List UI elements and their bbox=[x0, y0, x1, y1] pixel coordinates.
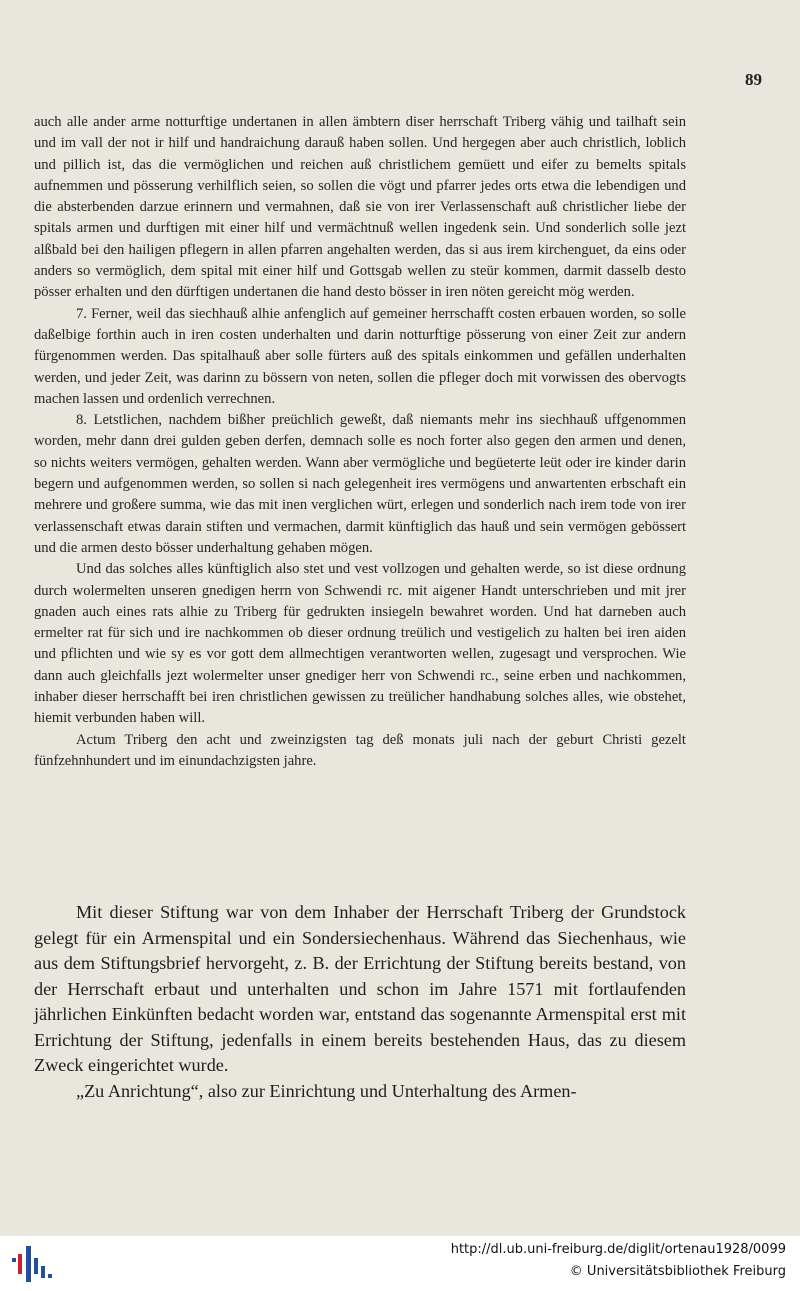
quote-paragraph-4: Und das solches alles künftiglich also stet und vest vollzogen und gehalten werde, so ist diese ordnung durch wolermelten unseren gnedigen herrn von Schwendi rc. mit aigener Handt unterschrieben und mit jrer gnaden auch eines rats alhie zu Triberg für gedrukten insiegeln bewahret worden. Und hat darneben auch ermelter rat für sich und ire nachkommen ob dieser ordnung treülich und vestigelich zu halten bei iren aiden und pflichten und wie sy es vor gott dem allmechtigen verantworten wellen, zugesagt und versprochen. Wie dann auch gleichfalls jezt wolermelter unser gnediger herr von Schwendi rc., seine erben und nachkommen, inhaber dieser herrschafft bei iren christlichen gewissen zu treülicher handhabung solches alles, wie obstehet, hiemit verbunden haben will. bbox=[34, 561, 686, 727]
quote-paragraph-2: 7. Ferner, weil das siechhauß alhie anfenglich auf gemeiner herrschafft costen erbauen worden, so solle daßelbige forthin auch in iren costen underhalten und darin notturftige pösserung von einer Zeit zur andern fürgenommen werden. Das spitalhauß aber solle fürters auß des spitals einkommen und gefällen underhalten werden, und jeder Zeit, was darinn zu bössern von neten, sollen die pfleger doch mit vorwissen des obervogts machen lassen und ordenlich verrechnen. bbox=[34, 305, 686, 407]
viewer-footer bbox=[0, 1236, 800, 1291]
body-paragraph-2: „Zu Anrichtung“, also zur Einrichtung und Unterhaltung des Armen- bbox=[76, 1080, 577, 1101]
quote-paragraph-3: 8. Letstlichen, nachdem bißher preüchlich geweßt, daß niemants mehr ins siechhauß uffgenommen worden, mehr dann drei gulden geben derfen, demnach solle es noch forter also gegen den armen und denen, so nichts weiters vermögen, gehalten werden. Wann aber vermögliche und begüeterte leüt oder ire kinder darin begern und aufgenommen werden, so sollen si nach gelegenheit ires vermögens und anwartenten erbschaft ein mehrere und großere summa, wie das mit inen verglichen würt, erlegen und sonderlich nach irem tode von irer verlassenschaft etwas darain stiften und vermachen, darmit künftiglich das hauß und sein vermögen gebössert und die armen desto bösser underhaltung gehaben mögen. bbox=[34, 412, 686, 556]
body-paragraph-1: Mit dieser Stiftung war von dem Inhaber der Herrschaft Triberg der Grundstock gelegt für ein Armenspital und ein Sondersiechenhaus. Während das Siechenhaus, wie aus dem Stiftungsbrief hervorgeht, z. B. der Errichtung der Stiftung bereits bestand, von der Herrschaft erbaut und unterhalten und schon im Jahre 1571 mit fortlaufenden jährlichen Einkünften bedacht worden war, entstand das sogenannte Armenspital erst mit Errichtung der Stiftung, jedenfalls in einem bereits bestehenden Haus, das zu diesem Zweck eingerichtet wurde. bbox=[34, 902, 686, 1075]
quote-paragraph-5: Actum Triberg den acht und zweinzigsten tag deß monats juli nach der geburt Christi gezelt fünfzehnhundert und im einundachzigsten jahre. bbox=[34, 731, 686, 769]
university-library-logo-icon bbox=[8, 1244, 54, 1284]
body-text bbox=[34, 900, 686, 1104]
document-url-link[interactable]: http://dl.ub.uni-freiburg.de/diglit/ortenau1928/0099 bbox=[450, 1242, 786, 1257]
page-number: 89 bbox=[745, 70, 762, 89]
quote-paragraph-1: auch alle ander arme notturftige undertanen in allen ämbtern diser herrschaft Triberg vähig und tailhaft sein und im vall der not ir hilf und handraichung darauß haben sollen. Und hergegen aber auch christlich, loblich und pillich ist, das die vermöglichen und reichen auß christlichem gemüett und eifer zu bemelts spitals aufnemmen und pösserung verhilflich seien, so sollen die vögt und pfarrer jedes orts etwa die lebendigen und die absterbenden darzue erinnern und vermahnen, daß sie von irer Verlassenschaft auß christlicher liebe der spitals armen und durftigen mit einer hilf und vermächtnuß wellen ingedenk sein. Und sonderlich solle jezt alßbald bei den hailigen pflegern in allen pfarren angehalten werden, das si aus irem kirchenguet, da eins oder anders so vermöglich, dem spital mit einer hilf und Gottsgab wellen zu steür kommen, darmit dasselb desto pösser erhalten und den dürftigen undertanen die hand desto bösser in iren nöten gereicht mög werden. bbox=[34, 114, 686, 301]
copyright-notice: © Universitätsbibliothek Freiburg bbox=[569, 1264, 786, 1279]
quoted-document-text bbox=[34, 112, 686, 772]
